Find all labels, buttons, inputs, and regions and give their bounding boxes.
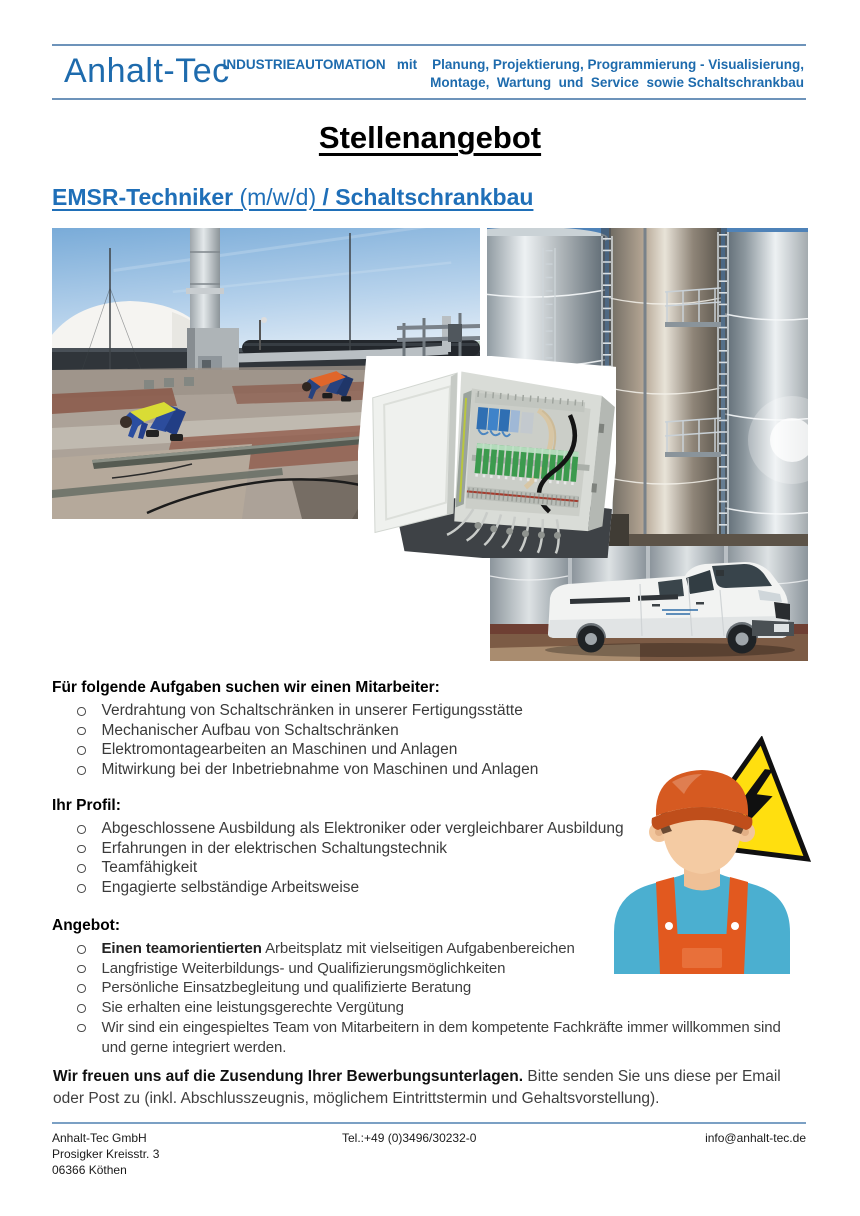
circle-bullet-icon xyxy=(77,864,86,873)
page-title: Stellenangebot xyxy=(318,120,542,155)
circle-bullet-icon xyxy=(77,1024,86,1033)
closing-bold: Wir freuen uns auf die Zusendung Ihrer Bewerbungsunterlagen. xyxy=(53,1068,524,1085)
list-item: Mitwirkung bei der Inbetriebnahme von Maschinen und Anlagen xyxy=(52,760,808,780)
tagline-line1: INDUSTRIEAUTOMATION mit Planung, Projektierung, Programmierung - Visualisierung, xyxy=(222,57,804,72)
header-bottom-rule xyxy=(52,98,806,100)
closing-paragraph xyxy=(53,1066,809,1109)
control-cabinet-photo xyxy=(358,356,616,558)
section-tasks-heading: Für folgende Aufgaben suchen wir einen Mitarbeiter: xyxy=(52,679,440,696)
list-item: Verdrahtung von Schaltschränken in unserer Fertigungsstätte xyxy=(52,701,808,721)
job-title-area: / Schaltschrankbau xyxy=(322,184,534,210)
footer-address xyxy=(52,1130,159,1178)
footer-rule xyxy=(52,1122,806,1124)
section-profile xyxy=(52,796,808,898)
footer-email: info@anhalt-tec.de xyxy=(705,1131,806,1145)
footer-street: Prosigker Kreisstr. 3 xyxy=(52,1147,160,1161)
circle-bullet-icon xyxy=(77,845,86,854)
company-tagline xyxy=(223,56,804,92)
list-item xyxy=(52,939,808,959)
section-profile-heading: Ihr Profil: xyxy=(52,797,121,814)
circle-bullet-icon xyxy=(77,965,86,974)
offer-bold-lead: Einen teamorientierten xyxy=(101,940,262,957)
section-offer-heading: Angebot: xyxy=(52,917,121,934)
job-title xyxy=(52,184,533,211)
job-title-gender: (m/w/d) xyxy=(233,184,323,210)
section-tasks xyxy=(52,678,808,780)
circle-bullet-icon xyxy=(77,727,86,736)
list-item: Erfahrungen in der elektrischen Schaltungstechnik xyxy=(52,839,808,859)
job-title-role: EMSR-Techniker xyxy=(52,184,234,210)
tagline-line2: Montage, Wartung und Service sowie Schaltschrankbau xyxy=(430,75,804,90)
cabinet xyxy=(358,356,616,558)
circle-bullet-icon xyxy=(77,884,86,893)
circle-bullet-icon xyxy=(77,707,86,716)
section-offer xyxy=(52,916,808,1057)
list-item: Persönliche Einsatzbegleitung und qualifizierte Beratung xyxy=(52,978,808,998)
footer-city: 06366 Köthen xyxy=(52,1163,127,1177)
circle-bullet-icon xyxy=(77,945,86,954)
footer-phone: Tel.:+49 (0)3496/30232-0 xyxy=(342,1131,477,1145)
list-item: Elektromontagearbeiten an Maschinen und Anlagen xyxy=(52,740,808,760)
photo-collage xyxy=(52,228,808,661)
list-item: Sie erhalten eine leistungsgerechte Vergütung xyxy=(52,998,808,1018)
list-item: Mechanischer Aufbau von Schaltschränken xyxy=(52,721,808,741)
van-photo xyxy=(490,546,808,661)
list-item: Teamfähigkeit xyxy=(52,858,808,878)
list-item: Engagierte selbständige Arbeitsweise xyxy=(52,878,808,898)
closing-rest: Bitte senden Sie uns diese per Email oder Post zu (inkl. Abschlusszeugnis, möglichem Eintrittstermin und Gehaltsvorstellung). xyxy=(53,1068,781,1107)
list-item: Langfristige Weiterbildungs- und Qualifizierungsmöglichkeiten xyxy=(52,959,808,979)
circle-bullet-icon xyxy=(77,984,86,993)
circle-bullet-icon xyxy=(77,825,86,834)
header-top-rule xyxy=(52,44,806,46)
offer-lead-rest: Arbeitsplatz mit vielseitigen Aufgabenbereichen xyxy=(261,940,575,957)
company-logo: Anhalt-Tec xyxy=(64,52,230,90)
list-item: Abgeschlossene Ausbildung als Elektroniker oder vergleichbarer Ausbildung xyxy=(52,819,808,839)
silo-middle xyxy=(609,228,721,558)
circle-bullet-icon xyxy=(77,746,86,755)
silo-right xyxy=(725,232,808,558)
list-item: Wir sind ein eingespieltes Team von Mitarbeitern in dem kompetente Fachkräfte immer willkommen sind und gerne integriert werden. xyxy=(52,1018,808,1057)
footer-company: Anhalt-Tec GmbH xyxy=(52,1131,147,1145)
circle-bullet-icon xyxy=(77,1004,86,1013)
circle-bullet-icon xyxy=(77,766,86,775)
